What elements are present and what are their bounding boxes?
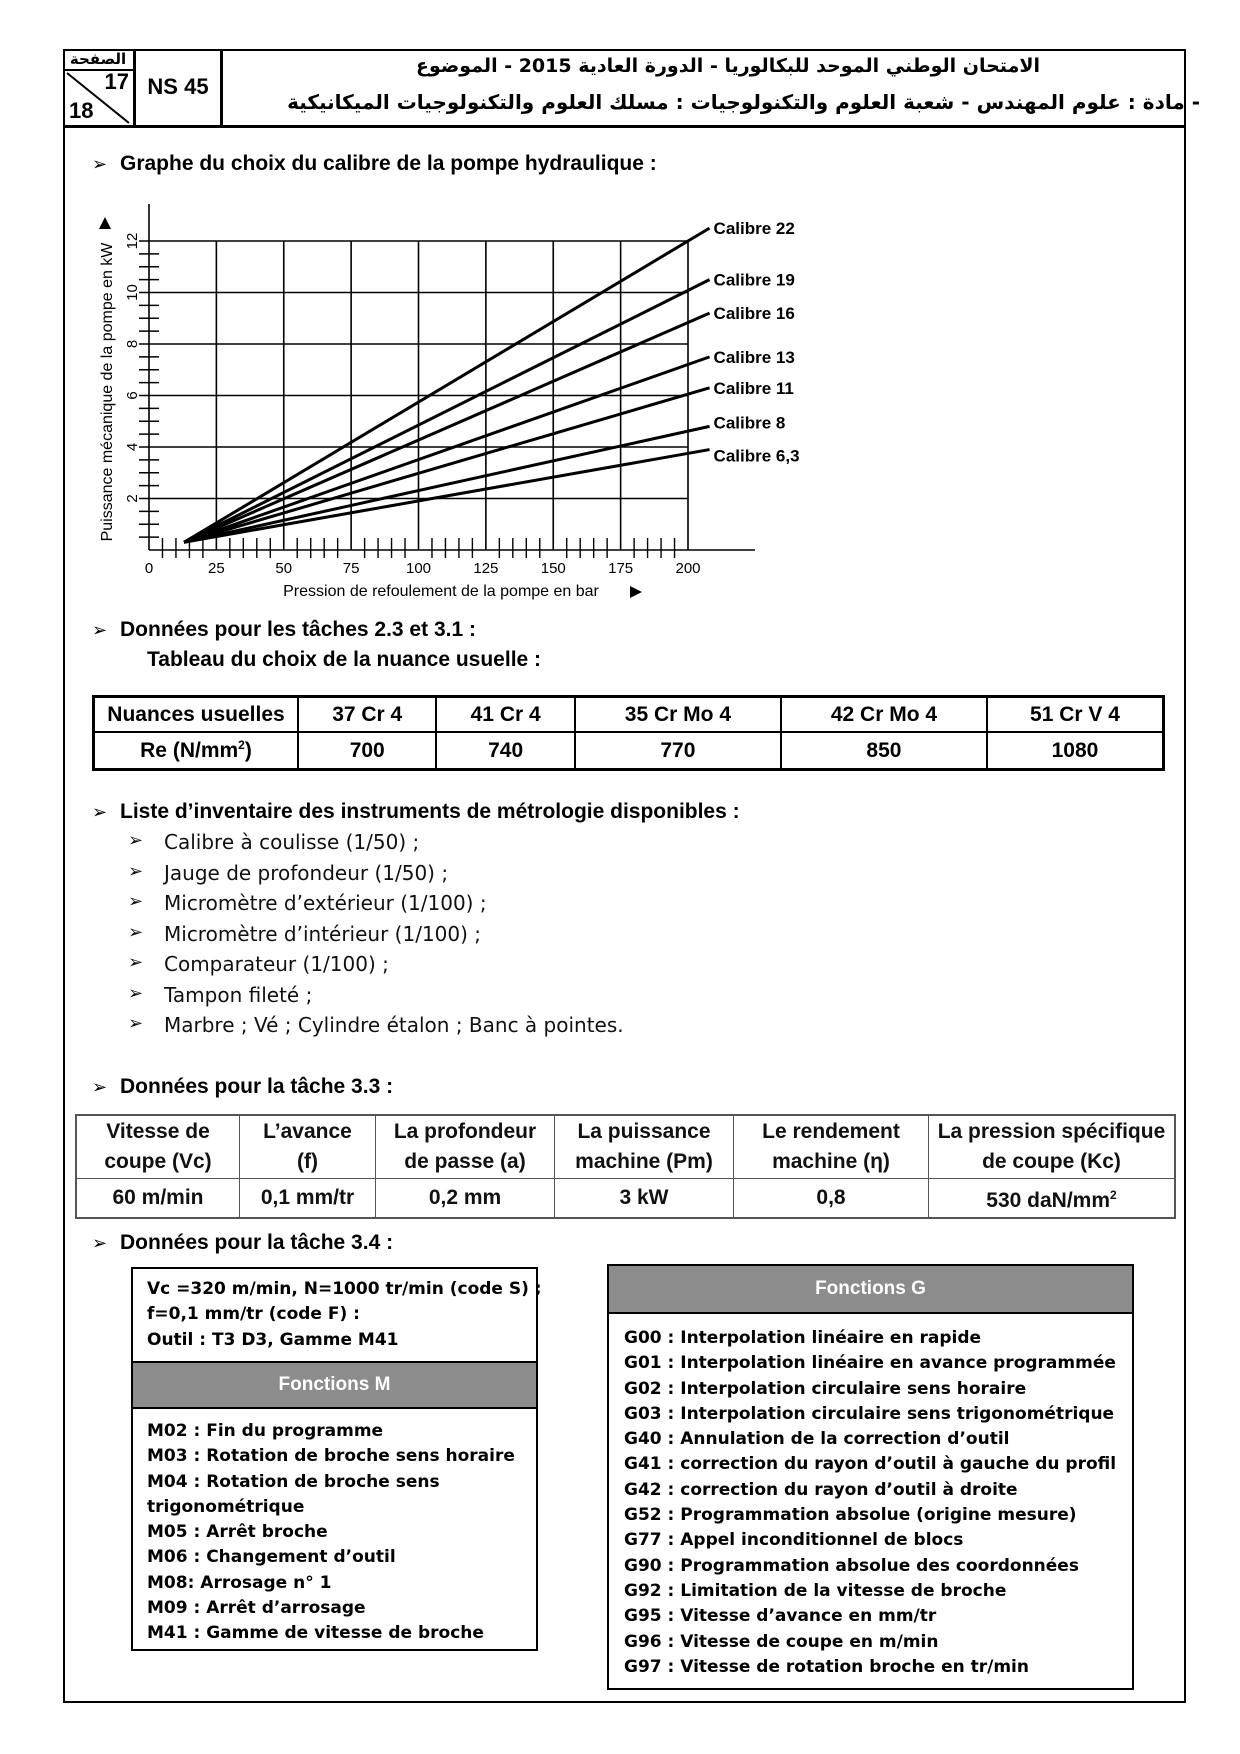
arrow-bullet-icon: ➢ — [128, 891, 144, 912]
re-cell: 1080 — [987, 732, 1164, 769]
header-cell: Le rendement machine (η) — [734, 1115, 929, 1179]
header-cell: La puissance machine (Pm) — [555, 1115, 734, 1179]
instrument-item: ➢ Marbre ; Vé ; Cylindre étalon ; Banc à pointes. — [128, 1013, 624, 1037]
x-axis-title: Pression de refoulement de la pompe en bar — [283, 583, 599, 600]
function-item: trigonométrique — [147, 1496, 305, 1517]
instrument-item: ➢ Jauge de profondeur (1/50) ; — [128, 860, 449, 885]
function-item: M41 : Gamme de vitesse de broche — [147, 1623, 484, 1644]
y-axis-title: Puissance mécanique de la pompe en kW — [99, 242, 116, 542]
x-tick-label: 0 — [144, 560, 154, 577]
x-tick-label: 75 — [342, 560, 360, 577]
param-line: f=0,1 mm/tr (code F) : — [147, 1304, 360, 1325]
value-cell: 0,2 mm — [376, 1179, 555, 1219]
m-functions-list — [133, 1409, 536, 1647]
page-label: الصفحة — [63, 49, 133, 71]
data-34-title: Données pour la tâche 3.4 : — [120, 1231, 394, 1254]
function-item: M04 : Rotation de broche sens — [147, 1471, 440, 1492]
param-line: Vc =320 m/min, N=1000 tr/min (code S) ; — [147, 1279, 542, 1299]
re-cell: 740 — [436, 732, 574, 769]
data-34-heading — [92, 1231, 393, 1255]
arrow-bullet-icon: ➢ — [128, 860, 144, 882]
series-label: Calibre 22 — [713, 219, 795, 239]
function-item: M06 : Changement d’outil — [147, 1547, 396, 1568]
instruments-title: Liste d’inventaire des instruments de métrologie disponibles : — [120, 800, 740, 823]
series-line — [184, 313, 710, 542]
exam-title: الامتحان الوطني الموحد للبكالوريا - الدورة العادية 2015 - الموضوع — [416, 55, 1040, 77]
y-tick-label: 6 — [124, 391, 141, 400]
x-tick-label: 125 — [473, 560, 499, 577]
instrument-item: ➢ Comparateur (1/100) ; — [128, 952, 389, 976]
m-functions-box — [131, 1267, 542, 1651]
series-label: Calibre 11 — [713, 378, 794, 398]
row-label: Nuances usuelles — [94, 697, 299, 733]
header-cell: L’avance (f) — [240, 1115, 376, 1179]
function-item: G96 : Vitesse de coupe en m/min — [624, 1631, 939, 1652]
data-23-31-heading — [92, 618, 476, 642]
function-item: G90 : Programmation absolue des coordonnées — [624, 1555, 1079, 1576]
page-number: 17 — [104, 69, 129, 94]
instrument-item: ➢ Tampon fileté ; — [128, 982, 313, 1007]
series-label: Calibre 16 — [713, 304, 795, 324]
data-33-heading — [92, 1075, 393, 1099]
instrument-item: ➢ Calibre à coulisse (1/50) ; — [128, 830, 420, 854]
value-cell: 0,8 — [734, 1179, 929, 1219]
table-row — [94, 732, 1164, 769]
y-tick-label: 8 — [124, 339, 141, 349]
arrow-bullet-icon: ➢ — [92, 1077, 108, 1098]
y-tick-label: 10 — [124, 284, 141, 301]
arrow-bullet-icon: ➢ — [92, 802, 108, 823]
grade-cell: 42 Cr Mo 4 — [781, 697, 987, 733]
y-tick-label: 4 — [124, 442, 141, 452]
grade-table-title: Tableau du choix de la nuance usuelle : — [147, 648, 542, 671]
function-item: G41 : correction du rayon d’outil à gauche du profil — [624, 1454, 1117, 1475]
g-functions-box — [607, 1264, 1134, 1690]
x-tick-label: 100 — [405, 560, 432, 577]
function-item: M09 : Arrêt d’arrosage — [147, 1598, 366, 1619]
header-cell: Vitesse de coupe (Vc) — [76, 1115, 240, 1179]
function-item: G92 : Limitation de la vitesse de broche — [624, 1580, 1007, 1601]
y-axis-arrow-icon — [99, 217, 111, 229]
grade-cell: 37 Cr 4 — [298, 697, 436, 733]
re-cell: 770 — [575, 732, 781, 769]
function-item: G97 : Vitesse de rotation broche en tr/min — [624, 1656, 1029, 1677]
function-item: G03 : Interpolation circulaire sens trigonométrique — [624, 1403, 1115, 1424]
function-item: M02 : Fin du programme — [147, 1421, 384, 1441]
function-item: M08: Arrosage n° 1 — [147, 1572, 332, 1593]
function-item: G01 : Interpolation linéaire en avance programmée — [624, 1353, 1116, 1374]
x-tick-label: 50 — [275, 560, 293, 577]
function-item: G52 : Programmation absolue (origine mesure) — [624, 1505, 1077, 1526]
exam-subject: - مادة : علوم المهندس - شعبة العلوم والتكنولوجيات : مسلك العلوم والتكنولوجيات الميكانيكية — [287, 90, 1200, 114]
arrow-bullet-icon: ➢ — [128, 982, 144, 1004]
instruments-heading — [92, 800, 740, 824]
series-label: Calibre 6,3 — [713, 446, 800, 466]
arrow-bullet-icon: ➢ — [128, 830, 144, 851]
data-33-title: Données pour la tâche 3.3 : — [120, 1075, 394, 1098]
g-functions-title: Fonctions G — [609, 1266, 1132, 1314]
grade-table — [92, 695, 1165, 771]
data-23-31-title: Données pour les tâches 2.3 et 3.1 : — [120, 618, 476, 641]
header-cell: La pression spécifique de coupe (Kc) — [929, 1115, 1176, 1179]
series-label: Calibre 19 — [713, 270, 795, 290]
chart-section-title: Graphe du choix du calibre de la pompe hydraulique : — [120, 152, 657, 175]
arrow-bullet-icon: ➢ — [92, 154, 108, 175]
table-row — [94, 697, 1164, 733]
arrow-bullet-icon: ➢ — [128, 921, 144, 943]
table-header-row — [76, 1115, 1175, 1179]
m-functions-title: Fonctions M — [133, 1361, 536, 1409]
function-item: G42 : correction du rayon d’outil à droite — [624, 1479, 1018, 1500]
series-label: Calibre 8 — [713, 413, 786, 433]
value-cell: 0,1 mm/tr — [240, 1179, 376, 1219]
cutting-data-table — [75, 1114, 1176, 1219]
x-tick-label: 150 — [540, 560, 566, 577]
page-total: 18 — [69, 98, 94, 123]
row-label: Re $(N/mm^2)$ — [94, 732, 299, 769]
series-label: Calibre 13 — [713, 347, 795, 367]
function-item: G77 : Appel inconditionnel de blocs — [624, 1530, 964, 1551]
value-cell: 60 m/min — [76, 1179, 240, 1219]
function-item: M03 : Rotation de broche sens horaire — [147, 1446, 515, 1467]
arrow-bullet-icon: ➢ — [128, 1013, 144, 1034]
function-item: G40 : Annulation de la correction d’outil — [624, 1429, 1010, 1450]
grade-cell: 51 Cr V 4 — [987, 697, 1164, 733]
x-tick-label: 25 — [208, 560, 225, 577]
arrow-bullet-icon: ➢ — [128, 952, 144, 973]
x-tick-label: 200 — [675, 560, 701, 577]
re-cell: 850 — [781, 732, 987, 769]
arrow-bullet-icon: ➢ — [92, 620, 108, 641]
exam-code: NS 45 — [136, 49, 223, 125]
header-cell: La profondeur de passe (a) — [376, 1115, 555, 1179]
table-row — [76, 1179, 1175, 1219]
grade-cell: 35 Cr Mo 4 — [575, 697, 781, 733]
param-line: Outil : T3 D3, Gamme M41 — [147, 1329, 399, 1350]
function-item: G02 : Interpolation circulaire sens horaire — [624, 1378, 1027, 1399]
machining-params — [133, 1269, 542, 1361]
series-line — [184, 426, 710, 542]
g-functions-list — [609, 1314, 1132, 1680]
grade-cell: 41 Cr 4 — [436, 697, 574, 733]
function-item: M05 : Arrêt broche — [147, 1522, 328, 1543]
arrow-bullet-icon: ➢ — [92, 1233, 108, 1254]
instrument-item: ➢ Micromètre d’extérieur (1/100) ; — [128, 891, 487, 915]
pump-chart — [0, 0, 1240, 620]
x-axis-arrow-icon — [630, 586, 642, 598]
x-tick-label: 175 — [608, 560, 634, 577]
y-tick-label: 2 — [124, 494, 141, 503]
instrument-item: ➢ Micromètre d’intérieur (1/100) ; — [128, 921, 482, 946]
function-item: G95 : Vitesse d’avance en mm/tr — [624, 1606, 937, 1627]
function-item: G00 : Interpolation linéaire en rapide — [624, 1328, 982, 1348]
value-cell: 530 daN/$mm^2$ — [929, 1179, 1176, 1219]
value-cell: 3 kW — [555, 1179, 734, 1219]
re-cell: 700 — [298, 732, 436, 769]
y-tick-label: 12 — [124, 232, 141, 250]
